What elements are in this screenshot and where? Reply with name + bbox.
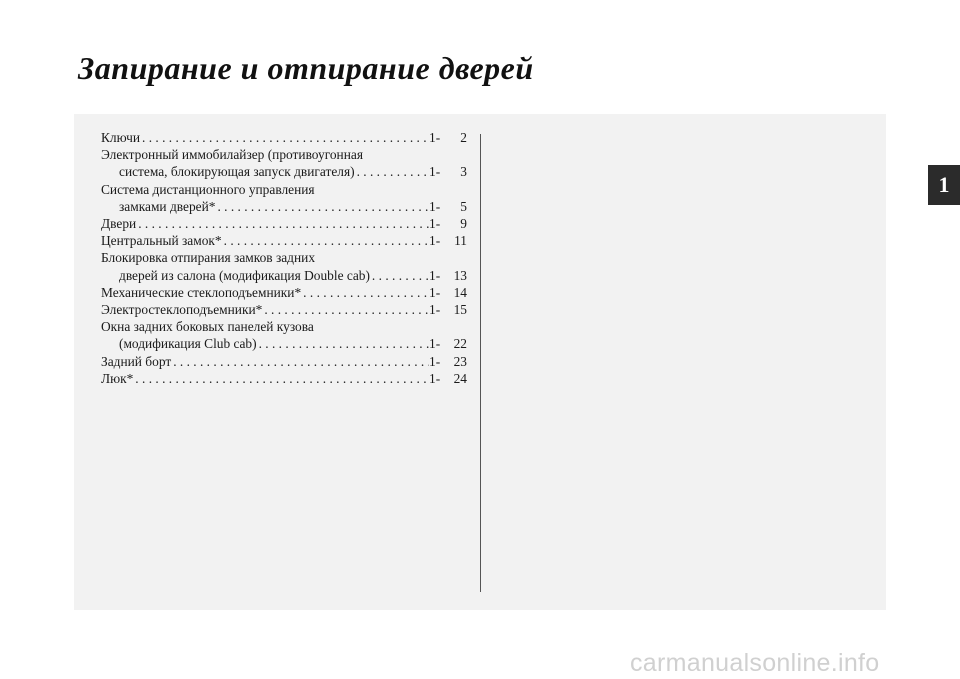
toc-entry[interactable] — [101, 129, 467, 146]
toc-entry[interactable] — [101, 249, 467, 283]
toc-page-prefix: 1- — [429, 130, 441, 145]
leader-dots — [140, 129, 429, 146]
toc-entry-text: дверей из салона (модификация Double cab) — [119, 267, 370, 283]
leader-dots — [133, 370, 429, 387]
toc-page-number: 22 — [453, 336, 467, 352]
leader-dots — [257, 335, 429, 352]
toc-page-number: 13 — [453, 267, 467, 283]
toc-entry[interactable] — [101, 215, 467, 232]
toc-entry-text: (модификация Club cab) — [119, 336, 257, 352]
toc-entry-text: Механические стеклоподъемники* — [101, 284, 302, 300]
leader-dots — [222, 232, 429, 249]
toc-entry-text: Окна задних боковых панелей кузова — [101, 319, 314, 335]
watermark: carmanualsonline.info — [630, 649, 880, 677]
toc-entry-text: Электронный иммобилайзер (противоугонная — [101, 147, 363, 163]
toc-page-prefix: 1- — [429, 233, 441, 249]
toc-page-number: 11 — [454, 233, 467, 249]
leader-dots — [262, 301, 429, 318]
toc-entry-text: Электростеклоподъемники* — [101, 302, 263, 318]
chapter-tab[interactable]: 1 — [928, 165, 960, 205]
leader-dots — [370, 267, 429, 284]
toc-entry[interactable] — [101, 146, 467, 180]
toc-entry[interactable] — [101, 232, 467, 249]
toc-page-prefix: 1- — [429, 353, 441, 369]
toc-entry[interactable] — [101, 181, 467, 215]
toc-page-number: 9 — [460, 216, 467, 232]
toc-entry-text: система, блокирующая запуск двигателя) — [119, 164, 355, 180]
toc-page-number: 14 — [453, 284, 467, 300]
toc-page-number: 23 — [453, 353, 467, 369]
toc-page-prefix: 1- — [429, 302, 441, 318]
toc-entry-text: Центральный замок* — [101, 233, 222, 249]
toc-page-number: 2 — [460, 130, 467, 145]
table-of-contents — [101, 129, 467, 387]
toc-page-prefix: 1- — [429, 164, 441, 180]
toc-entry[interactable] — [101, 284, 467, 301]
toc-page-prefix: 1- — [429, 267, 441, 283]
toc-page-number: 3 — [460, 164, 467, 180]
toc-page-number: 5 — [460, 198, 467, 214]
toc-page-number: 15 — [453, 302, 467, 318]
leader-dots — [136, 215, 429, 232]
toc-page-number: 24 — [453, 370, 467, 386]
toc-entry-text: Ключи — [101, 130, 141, 145]
toc-entry[interactable] — [101, 353, 467, 370]
toc-entry-text: Система дистанционного управления — [101, 181, 315, 197]
toc-entry[interactable] — [101, 370, 467, 387]
leader-dots — [355, 163, 429, 180]
toc-page-prefix: 1- — [429, 284, 441, 300]
toc-entry-text: Двери — [101, 216, 137, 232]
toc-entry-text: замками дверей* — [119, 198, 216, 214]
toc-page-prefix: 1- — [429, 216, 441, 232]
toc-page-prefix: 1- — [429, 370, 441, 386]
toc-page-prefix: 1- — [429, 336, 441, 352]
page-title: Запирание и отпирание дверей — [78, 50, 534, 86]
column-divider — [480, 134, 481, 592]
leader-dots — [171, 353, 429, 370]
leader-dots — [301, 284, 429, 301]
toc-entry-text: Блокировка отпирания замков задних — [101, 250, 316, 266]
toc-entry[interactable] — [101, 318, 467, 352]
toc-entry-text: Задний борт — [101, 353, 172, 369]
leader-dots — [215, 198, 429, 215]
toc-entry-text: Люк* — [101, 370, 134, 386]
toc-entry[interactable] — [101, 301, 467, 318]
toc-page-prefix: 1- — [429, 198, 441, 214]
